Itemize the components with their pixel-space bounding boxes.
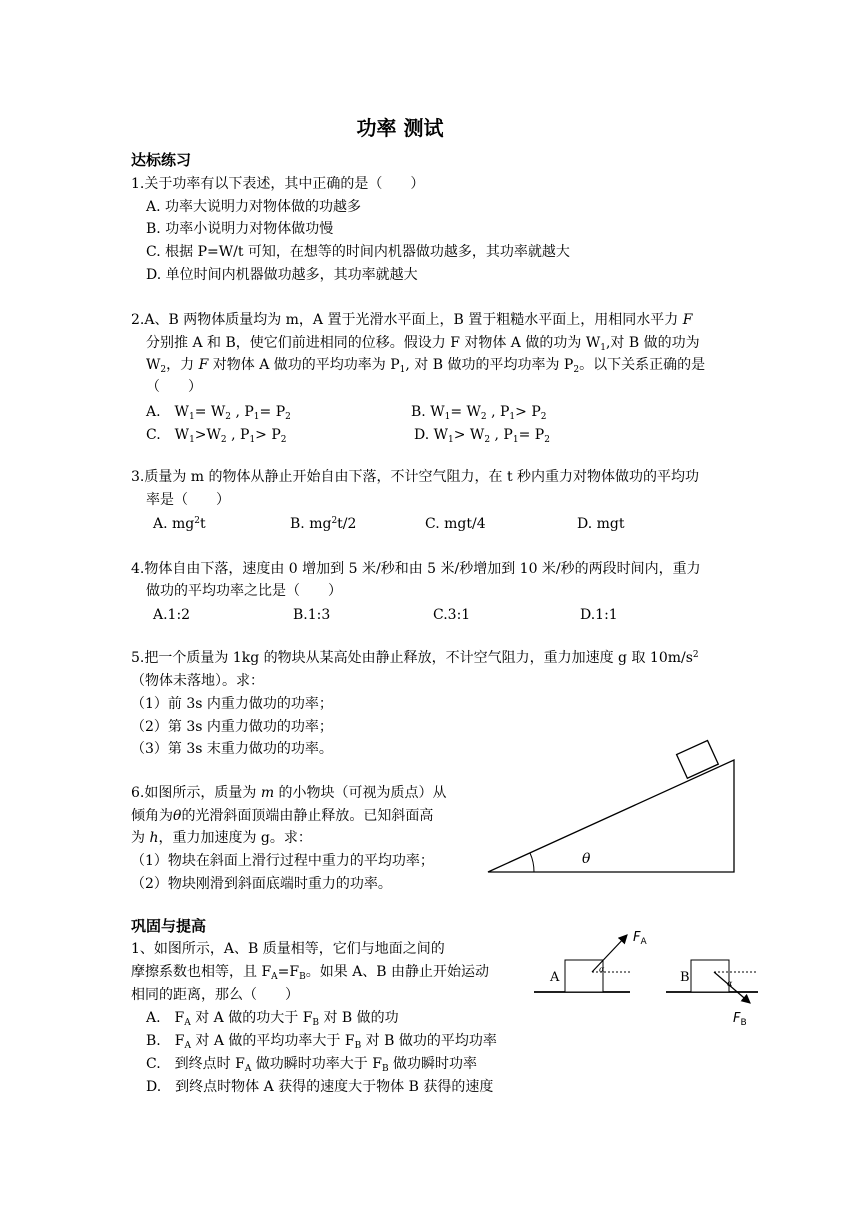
force-b-label: $F_B$ [733, 1011, 747, 1028]
question-1-stem: 1.关于功率有以下表述，其中正确的是（ ） [131, 176, 425, 192]
question-2-line-1: 2.A、B 两物体质量均为 m，A 置于光滑水平面上，B 置于粗糙水平面上，用相同水平力 F [131, 312, 693, 328]
question-4-option-b: B.1:3 [293, 607, 331, 623]
question-6-line-1: 6.如图所示，质量为 m 的小物块（可视为质点）从 [131, 785, 447, 801]
angle-b-label: α [727, 979, 733, 988]
question-s2-1-line-3: 相同的距离，那么（ ） [131, 987, 299, 1003]
question-3-option-c: C. mgt/4 [425, 516, 486, 532]
question-1-option-c: C. 根据 P=W/t 可知，在想等的时间内机器做功越多，其功率就越大 [146, 244, 570, 260]
question-4-option-c: C.3:1 [433, 607, 471, 623]
force-a-label: $F_A$ [633, 930, 647, 947]
question-s2-1-option-c: C. 到终点时 $F_A$ 做功瞬时功率大于 $F_B$ 做功瞬时功率 [146, 1056, 478, 1074]
block-a-label: A [550, 970, 560, 985]
question-1-option-b: B. 功率小说明力对物体做功慢 [146, 221, 334, 237]
question-3-line-1: 3.质量为 m 的物体从静止开始自由下落，不计空气阻力，在 t 秒内重力对物体做功的平均功 [131, 469, 700, 485]
incline-figure [486, 738, 736, 874]
question-4-option-d: D.1:1 [580, 607, 618, 623]
question-4-option-a: A.1:2 [153, 607, 191, 623]
page-title: 功率 测试 [356, 116, 444, 140]
question-5-part-3: （3）第 3s 末重力做功的功率。 [131, 741, 333, 757]
question-s2-1-option-b: B. $F_A$ 对 A 做的平均功率大于 $F_B$ 对 B 做功的平均功率 [146, 1033, 497, 1051]
section-heading: 达标练习 [131, 151, 192, 169]
question-6-line-3: 为 h，重力加速度为 g。求： [131, 830, 312, 846]
section-heading: 巩固与提高 [131, 917, 207, 935]
question-2-option-c: C. $W_1>W_2$ , $P_1> P_2$ [146, 427, 287, 445]
question-4-line-1: 4.物体自由下落，速度由 0 增加到 5 米/秒和由 5 米/秒增加到 10 米/秒的两段时间内，重力 [131, 561, 701, 577]
question-6-part-1: （1）物块在斜面上滑行过程中重力的平均功率； [131, 853, 434, 869]
block-a [565, 960, 603, 992]
question-s2-1-line-1: 1、如图所示，A、B 质量相等，它们与地面之间的 [131, 941, 445, 957]
question-3-line-2: 率是（ ） [146, 492, 230, 508]
question-3-option-a: A. $mg^2t$ [153, 516, 206, 532]
question-s2-1-line-2: 摩擦系数也相等，且 $F_A=F_B$。如果 A、B 由静止开始运动 [131, 964, 490, 982]
question-5-line-1: 5.把一个质量为 1kg 的物块从某高处由静止释放，不计空气阻力，重力加速度 g 取 $10m/s^2$ [131, 650, 699, 666]
question-3-option-b: B. $mg^2t/2$ [290, 516, 357, 532]
question-1-option-d: D. 单位时间内机器做功越多，其功率就越大 [146, 267, 418, 283]
force-figure [530, 925, 760, 1035]
incline-triangle [488, 760, 734, 872]
question-5-part-1: （1）前 3s 内重力做功的功率； [131, 696, 333, 712]
block-b [691, 960, 729, 992]
question-2-line-4: （ ） [146, 379, 202, 395]
question-6-part-2: （2）物块刚滑到斜面底端时重力的功率。 [131, 876, 392, 892]
question-6-line-2: 倾角为θ的光滑斜面顶端由静止释放。已知斜面高 [131, 808, 434, 824]
question-3-option-d: D. mgt [577, 516, 625, 532]
question-5-part-2: （2）第 3s 内重力做功的功率； [131, 719, 333, 735]
question-2-line-3: $W_2$，力 F 对物体 A 做功的平均功率为 $P_1$, 对 B 做功的平均功率为 $P_2$。以下关系正确的是 [146, 357, 706, 375]
block-b-label: B [680, 970, 690, 985]
question-s2-1-option-a: A. $F_A$ 对 A 做的功大于 $F_B$ 对 B 做的功 [146, 1010, 399, 1028]
force-a-arrow [592, 935, 627, 972]
theta-label: θ [582, 851, 591, 867]
angle-a-label: α [599, 965, 605, 974]
question-2-line-2: 分别推 A 和 B，使它们前进相同的位移。假设力 F 对物体 A 做的功为 $W_1$,对 B 做的功为 [146, 335, 700, 353]
question-2-option-a: A. $W_1= W_2$ , $P_1= P_2$ [146, 404, 291, 422]
question-2-option-d: D. $W_1> W_2$ , $P_1= P_2$ [414, 427, 550, 445]
question-4-line-2: 做功的平均功率之比是（ ） [146, 583, 342, 599]
angle-arc [530, 853, 534, 872]
sliding-block [677, 740, 719, 778]
question-5-line-2: （物体未落地）。求： [131, 673, 264, 689]
question-1-option-a: A. 功率大说明力对物体做的功越多 [146, 199, 362, 215]
question-2-option-b: B. $W_1= W_2$ , $P_1> P_2$ [411, 404, 547, 422]
question-s2-1-option-d: D. 到终点时物体 A 获得的速度大于物体 B 获得的速度 [146, 1079, 494, 1095]
